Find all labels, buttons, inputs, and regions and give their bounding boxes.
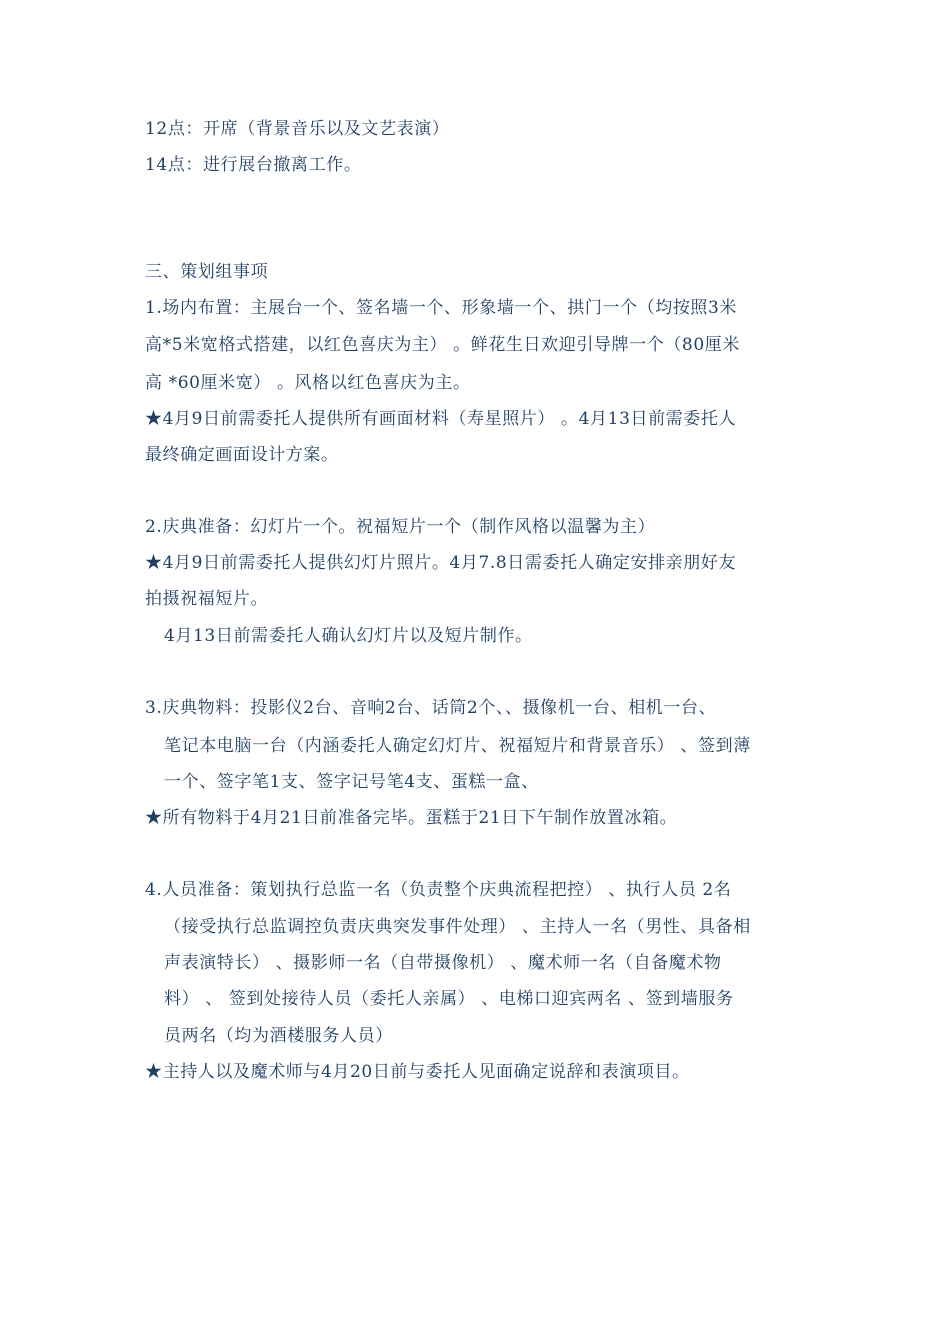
item4-line: 声表演特长） 、摄影师一名（自带摄像机） 、魔术师一名（自备魔术物 [164,953,722,973]
item4-note-line: ★主持人以及魔术师与4月20日前与委托人见面确定说辞和表演项目。 [145,1062,690,1082]
item1-note-line: ★4月9日前需委托人提供所有画面材料（寿星照片） 。4月13日前需委托人 [145,409,737,429]
item4-line: 4.人员准备：策划执行总监一名（负责整个庆典流程把控） 、执行人员 2名 [145,880,732,900]
item4-line: 料） 、 签到处接待人员（委托人亲属） 、电梯口迎宾两名 、签到墙服务 [164,989,734,1009]
schedule-line-12: 12点：开席（背景音乐以及文艺表演） [145,119,450,139]
item3-line: 笔记本电脑一台（内涵委托人确定幻灯片、祝福短片和背景音乐） 、签到薄 [164,736,751,756]
section-title: 三、策划组事项 [145,262,269,282]
item4-line: （接受执行总监调控负责庆典突发事件处理） 、主持人一名（男性、具备相 [164,917,751,937]
item3-note-line: ★所有物料于4月21日前准备完毕。蛋糕于21日下午制作放置冰箱。 [145,808,678,828]
item1-note-line: 最终确定画面设计方案。 [145,445,339,465]
item3-line: 3.庆典物料：投影仪2台、音响2台、话筒2个、、摄像机一台、相机一台、 [145,698,717,718]
item3-line: 一个、签字笔1支、签字记号笔4支、蛋糕一盒、 [164,772,539,792]
item1-line: 高*5米宽格式搭建，以红色喜庆为主） 。鲜花生日欢迎引导牌一个（80厘米 [145,335,740,355]
schedule-line-14: 14点：进行展台撤离工作。 [145,155,362,175]
item1-line: 1.场内布置：主展台一个、签名墙一个、形象墙一个、拱门一个（均按照3米 [145,298,738,318]
item4-line: 员两名（均为酒楼服务人员） [164,1026,393,1046]
item1-line: 高 *60厘米宽） 。风格以红色喜庆为主。 [145,373,471,393]
item2-note-line: ★4月9日前需委托人提供幻灯片照片。4月7.8日需委托人确定安排亲朋好友 [145,553,737,573]
item2-line: 2.庆典准备：幻灯片一个。祝福短片一个（制作风格以温馨为主） [145,517,656,537]
item2-note-line: 拍摄祝福短片。 [145,589,269,609]
item2-note-line: 4月13日前需委托人确认幻灯片以及短片制作。 [164,626,533,646]
